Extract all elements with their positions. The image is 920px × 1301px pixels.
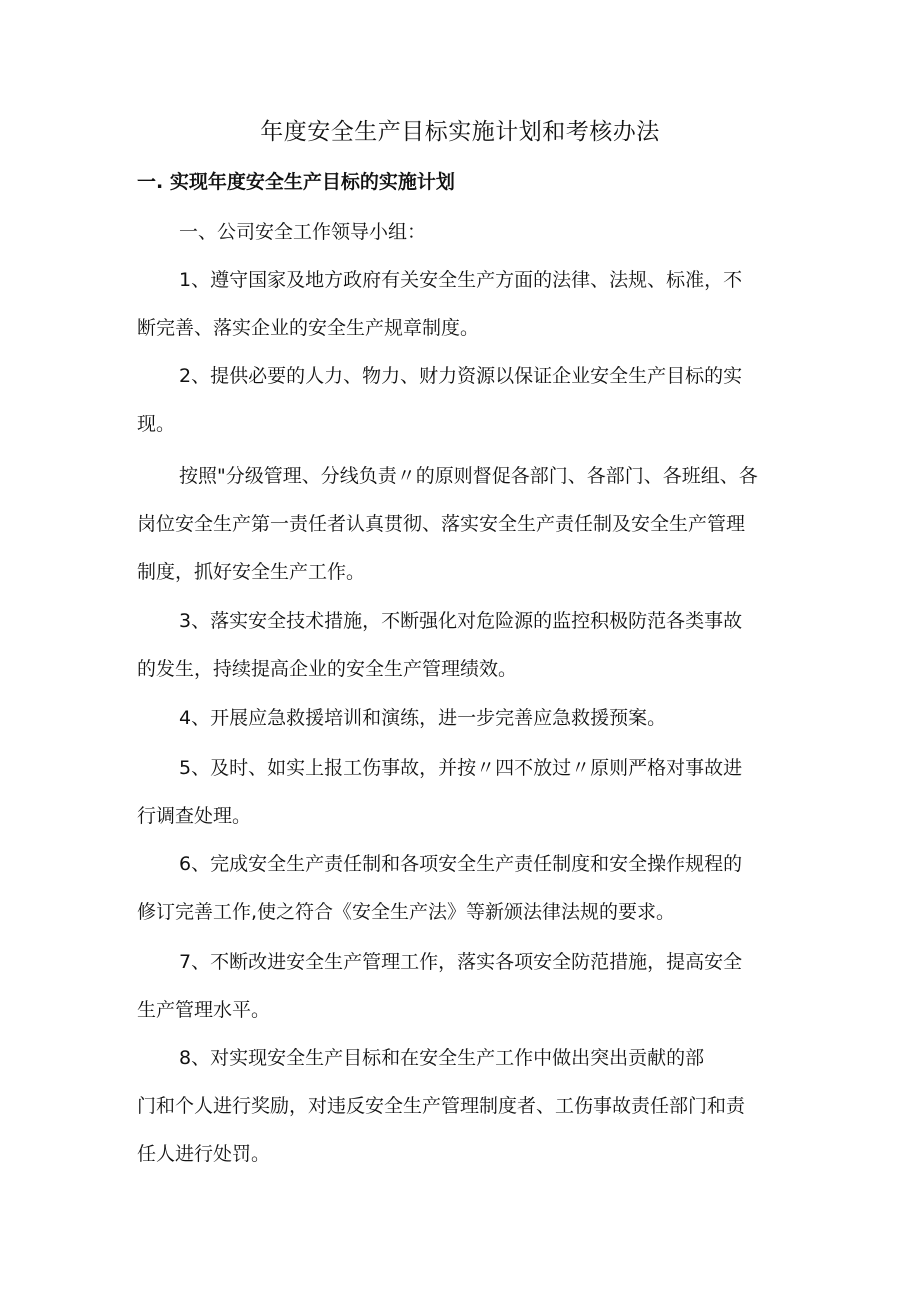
paragraph-line: 3、落实安全技术措施，不断强化对危险源的监控积极防范各类事故 bbox=[179, 610, 743, 632]
paragraph-6 bbox=[137, 744, 787, 840]
subheading bbox=[137, 208, 787, 256]
paragraph-line: 生产管理水平。 bbox=[137, 999, 271, 1021]
subheading-text: 一、公司安全工作领导小组： bbox=[179, 221, 427, 243]
paragraph-line: 7、不断改进安全生产管理工作，落实各项安全防范措施，提高安全 bbox=[179, 951, 743, 973]
document-title: 年度安全生产目标实施计划和考核办法 bbox=[260, 119, 660, 145]
paragraph-line: 制度，抓好安全生产工作。 bbox=[137, 561, 366, 583]
paragraph-5 bbox=[137, 694, 787, 742]
paragraph-line: 5、及时、如实上报工伤事故，并按〃四不放过〃原则严格对事故进 bbox=[179, 757, 743, 779]
paragraph-line: 任人进行处罚。 bbox=[137, 1143, 271, 1165]
paragraph-3 bbox=[137, 452, 787, 596]
paragraph-line: 门和个人进行奖励，对违反安全生产管理制度者、工伤事故责任部门和责 bbox=[137, 1095, 746, 1117]
paragraph-line: 行调查处理。 bbox=[137, 805, 252, 827]
paragraph-line: 断完善、落实企业的安全生产规章制度。 bbox=[137, 317, 480, 339]
paragraph-line: 的发生，持续提高企业的安全生产管理绩效。 bbox=[137, 658, 518, 680]
paragraph-line: 2、提供必要的人力、物力、财力资源以保证企业安全生产目标的实 bbox=[179, 365, 743, 387]
paragraph-line: 现。 bbox=[137, 413, 176, 435]
paragraph-line: 按照"分级管理、分线负责〃的原则督促各部门、各部门、各班组、各 bbox=[179, 465, 758, 487]
paragraph-1 bbox=[137, 256, 787, 352]
paragraph-line: 8、对实现安全生产目标和在安全生产工作中做出突出贡献的部 bbox=[179, 1047, 705, 1069]
paragraph-7 bbox=[137, 840, 787, 936]
paragraph-9 bbox=[137, 1034, 787, 1178]
paragraph-line: 6、完成安全生产责任制和各项安全生产责任制度和安全操作规程的 bbox=[179, 853, 743, 875]
paragraph-4 bbox=[137, 597, 787, 693]
paragraph-line: 岗位安全生产第一责任者认真贯彻、落实安全生产责任制及安全生产管理 bbox=[137, 513, 746, 535]
section-heading: 一. 实现年度安全生产目标的实施计划 bbox=[137, 171, 455, 193]
paragraph-2 bbox=[137, 352, 787, 448]
paragraph-line: 4、开展应急救援培训和演练，进一步完善应急救援预案。 bbox=[179, 707, 667, 729]
paragraph-8 bbox=[137, 938, 787, 1034]
paragraph-line: 修订完善工作,使之符合《安全生产法》等新颁法律法规的要求。 bbox=[137, 901, 676, 923]
paragraph-line: 1、遵守国家及地方政府有关安全生产方面的法律、法规、标准，不 bbox=[179, 269, 743, 291]
